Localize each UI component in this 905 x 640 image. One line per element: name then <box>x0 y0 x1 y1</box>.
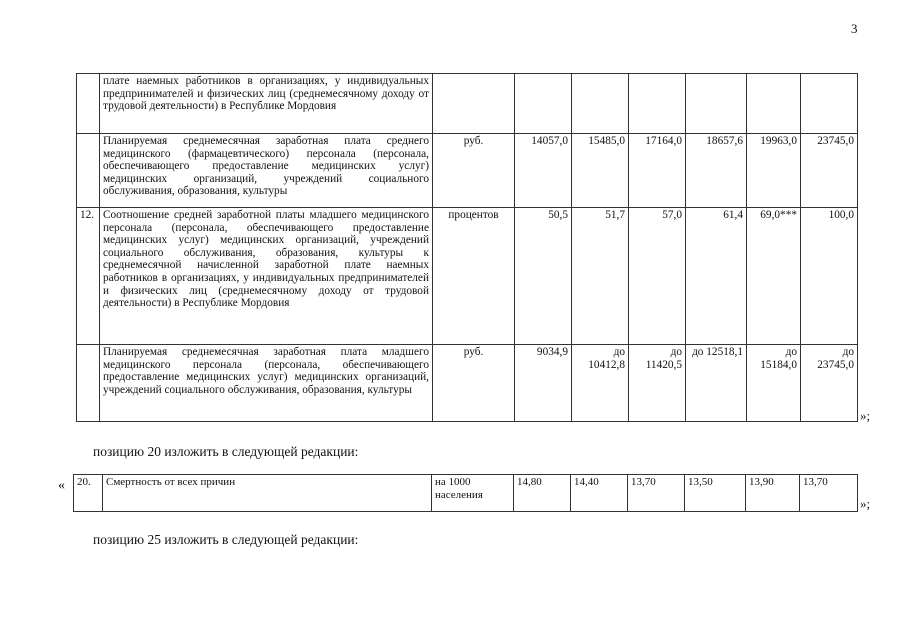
value-cell: 13,70 <box>628 475 685 512</box>
value-cell: 13,50 <box>685 475 746 512</box>
value-cell: 13,90 <box>746 475 800 512</box>
indicator-unit <box>433 74 515 134</box>
table-row <box>77 74 858 134</box>
value-cell <box>515 74 572 134</box>
value-cell: 19963,0 <box>747 134 801 208</box>
indicator-description: плате наемных работников в организациях, у индивидуальных предпринимателей и физических лиц (среднемесячному доходу от трудовой деятельности) в Республике Мордовия <box>100 74 433 134</box>
value-cell: 61,4 <box>686 208 747 345</box>
indicator-description: Соотношение средней заработной платы младшего медицинского персонала (персонала, обеспечивающего предоставление медицинских услуг) медицинских организаций, учреждений социального обслуживания, образования, культуры к среднемесячной начисленной заработной плате наемных работников в организациях, у индивидуальных предпринимателей и физических лиц (среднемесячному доходу от трудовой деятельности) в Республике Мордовия <box>100 208 433 345</box>
value-cell: 100,0 <box>801 208 858 345</box>
value-cell: до 11420,5 <box>629 345 686 422</box>
indicator-description: Планируемая среднемесячная заработная плата среднего медицинского (фармацевтического) персонала (персонала, обеспечивающего предоставление медицинских услуг) медицинских организаций, учреждений социального обслуживания, образования, культуры <box>100 134 433 208</box>
table-row <box>77 345 858 422</box>
value-cell: 15485,0 <box>572 134 629 208</box>
row-number <box>77 345 100 422</box>
instruction-paragraph-1: позицию 20 изложить в следующей редакции: <box>93 444 359 459</box>
value-cell: 18657,6 <box>686 134 747 208</box>
indicator-description: Планируемая среднемесячная заработная плата младшего медицинского персонала (персонала, обеспечивающего предоставление медицинских услуг) медицинских организаций, учреждений социального обслуживания, образования, культуры <box>100 345 433 422</box>
value-cell: до 23745,0 <box>801 345 858 422</box>
value-cell <box>747 74 801 134</box>
value-cell: 69,0*** <box>747 208 801 345</box>
indicator-unit: процентов <box>433 208 515 345</box>
value-cell: 50,5 <box>515 208 572 345</box>
value-cell <box>801 74 858 134</box>
indicator-unit: руб. <box>433 134 515 208</box>
table2-opening-quote: « <box>58 478 65 493</box>
indicator-description: Смертность от всех причин <box>103 475 432 512</box>
value-cell: до 10412,8 <box>572 345 629 422</box>
value-cell <box>629 74 686 134</box>
value-cell <box>686 74 747 134</box>
value-cell <box>572 74 629 134</box>
value-cell: 14,80 <box>514 475 571 512</box>
indicator-unit: на 1000 населения <box>432 475 514 512</box>
value-cell: 51,7 <box>572 208 629 345</box>
instruction-paragraph-2: позицию 25 изложить в следующей редакции: <box>93 532 359 547</box>
value-cell: 9034,9 <box>515 345 572 422</box>
mortality-table <box>73 474 858 512</box>
table-row <box>77 208 858 345</box>
indicators-table <box>76 73 858 422</box>
value-cell: 23745,0 <box>801 134 858 208</box>
row-number: 12. <box>77 208 100 345</box>
value-cell: 17164,0 <box>629 134 686 208</box>
value-cell: до 12518,1 <box>686 345 747 422</box>
row-number: 20. <box>74 475 103 512</box>
table2-closing-quote: »; <box>860 496 871 511</box>
value-cell: 57,0 <box>629 208 686 345</box>
value-cell: 14,40 <box>571 475 628 512</box>
value-cell: 14057,0 <box>515 134 572 208</box>
value-cell: 13,70 <box>800 475 858 512</box>
row-number <box>77 134 100 208</box>
table-row <box>74 475 858 512</box>
value-cell: до 15184,0 <box>747 345 801 422</box>
table-row <box>77 134 858 208</box>
indicator-unit: руб. <box>433 345 515 422</box>
row-number <box>77 74 100 134</box>
page-number: 3 <box>851 21 858 36</box>
table1-closing-quote: »; <box>860 408 871 423</box>
